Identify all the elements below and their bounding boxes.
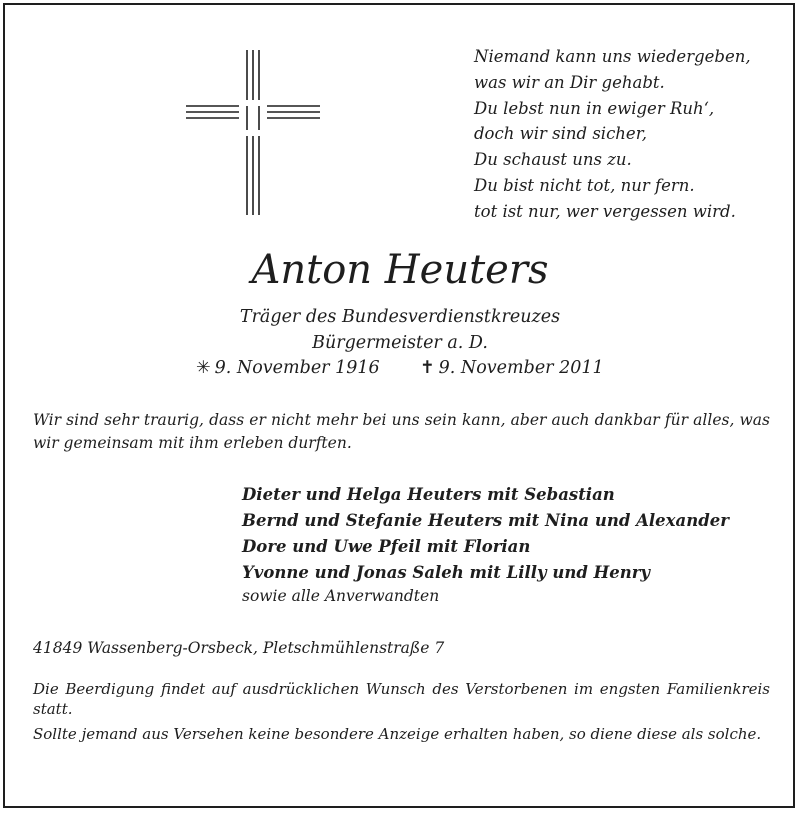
death-cross-icon: ✝ [420, 358, 435, 378]
mourning-message: Wir sind sehr traurig, dass er nicht mehr bei uns sein kann, aber auch dankbar für alles, was wir gemeinsam mit ihm erleben durften. [33, 411, 770, 452]
deceased-office: Bürgermeister a. D. [312, 333, 488, 353]
mourner-line: Yvonne und Jonas Saleh mit Lilly und Henry [242, 563, 650, 582]
address: 41849 Wassenberg-Orsbeck, Pletschmühlenstraße 7 [33, 639, 445, 657]
poem-line: Du lebst nun in ewiger Ruh‘, [474, 98, 715, 118]
death-date-line [420, 356, 604, 380]
funeral-notice: Die Beerdigung findet auf ausdrücklichen Wunsch des Verstorbenen im engsten Familienkreis statt. [33, 680, 770, 718]
birth-date-line [196, 356, 380, 380]
poem-line: Du schaust uns zu. [474, 150, 632, 170]
poem-line: Du bist nicht tot, nur fern. [474, 175, 695, 195]
birth-date: 9. November 1916 [214, 358, 380, 378]
cross-icon [186, 50, 320, 215]
poem-line: doch wir sind sicher, [474, 124, 648, 144]
mourner-line: Dore und Uwe Pfeil mit Florian [242, 537, 531, 556]
death-date: 9. November 2011 [438, 358, 604, 378]
announcement-notice: Sollte jemand aus Versehen keine besondere Anzeige erhalten haben, so diene diese als solche. [33, 725, 762, 743]
poem [474, 44, 784, 225]
deceased-name: Anton Heuters [251, 247, 549, 293]
poem-line: Niemand kann uns wiedergeben, [474, 47, 751, 66]
poem-line: was wir an Dir gehabt. [474, 72, 665, 92]
relatives-line: sowie alle Anverwandten [242, 587, 440, 605]
poem-line: tot ist nur, wer vergessen wird. [474, 201, 736, 221]
deceased-honor: Träger des Bundesverdienstkreuzes [239, 307, 561, 327]
mourner-line: Bernd und Stefanie Heuters mit Nina und Alexander [242, 511, 729, 530]
birth-star-icon: ✳ [196, 358, 211, 378]
mourners-list [242, 482, 782, 586]
mourner-line: Dieter und Helga Heuters mit Sebastian [242, 485, 615, 504]
